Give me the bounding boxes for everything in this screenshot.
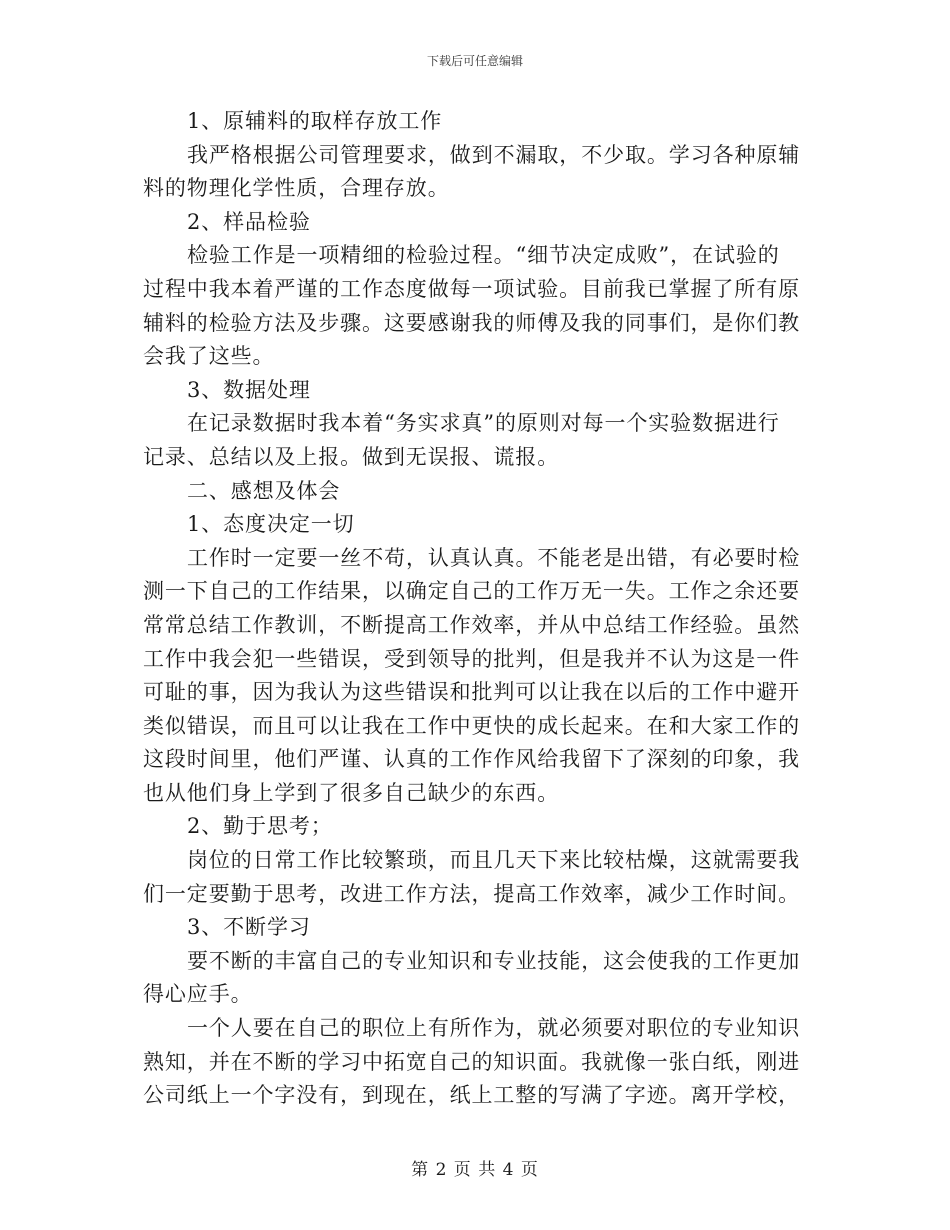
text-line: 料的物理化学性质，合理存放。 [143,176,450,201]
text-line: 1、原辅料的取样存放工作 [187,109,443,133]
document-body [143,105,815,1113]
text-line: 公司纸上一个字没有，到现在，纸上工整的写满了字迹。离开学校， [143,1083,800,1108]
text-line: 一个人要在自己的职位上有所作为，就必须要对职位的专业知识 [187,1016,801,1041]
page-footer: 第 2 页 共 4 页 [411,1160,539,1180]
text-line: 辅料的检验方法及步骤。这要感谢我的师傅及我的同事们，是你们教 [143,310,800,335]
text-line: 测一下自己的工作结果，以确定自己的工作万无一失。工作之余还要 [143,579,800,604]
text-line: 要不断的丰富自己的专业知识和专业技能，这会使我的工作更加 [187,948,801,973]
text-line: 类似错误，而且可以让我在工作中更快的成长起来。在和大家工作的 [143,713,800,738]
text-line: 二、感想及体会 [187,478,341,503]
text-line: 这段时间里，他们严谨、认真的工作作风给我留下了深刻的印象，我 [143,747,800,772]
text-line: 工作时一定要一丝不苟，认真认真。不能老是出错，有必要时检 [187,545,801,570]
text-line: 3、数据处理 [187,377,311,402]
text-line: 可耻的事，因为我认为这些错误和批判可以让我在以后的工作中避开 [143,680,800,705]
text-line: 2、样品检验 [187,209,311,234]
text-line: 我严格根据公司管理要求，做到不漏取，不少取。学习各种原辅 [187,142,801,167]
page-header: 下载后可任意编辑 [426,54,523,68]
text-line: 检验工作是一项精细的检验过程。“细节决定成败”，在试验的 [187,243,780,268]
text-line: 在记录数据时我本着“务实求真”的原则对每一个实验数据进行 [187,411,780,436]
text-line: 工作中我会犯一些错误，受到领导的批判，但是我并不认为这是一件 [143,646,800,671]
text-line: 也从他们身上学到了很多自己缺少的东西。 [143,780,560,805]
text-line: 得心应手。 [143,982,253,1007]
text-line: 过程中我本着严谨的工作态度做每一项试验。目前我已掌握了所有原 [143,276,800,301]
text-line: 熟知，并在不断的学习中拓宽自己的知识面。我就像一张白纸，刚进 [143,1049,800,1074]
text-line: 3、不断学习 [187,915,311,940]
text-line: 记录、总结以及上报。做到无误报、谎报。 [143,444,560,469]
text-line: 2、勤于思考； [187,814,333,839]
text-line: 岗位的日常工作比较繁琐，而且几天下来比较枯燥，这就需要我 [187,848,801,873]
text-line: 1、态度决定一切 [187,512,355,537]
text-line: 常常总结工作教训，不断提高工作效率，并从中总结工作经验。虽然 [143,612,800,637]
text-line: 会我了这些。 [143,344,275,369]
text-line: 们一定要勤于思考，改进工作方法，提高工作效率，减少工作时间。 [143,881,800,906]
